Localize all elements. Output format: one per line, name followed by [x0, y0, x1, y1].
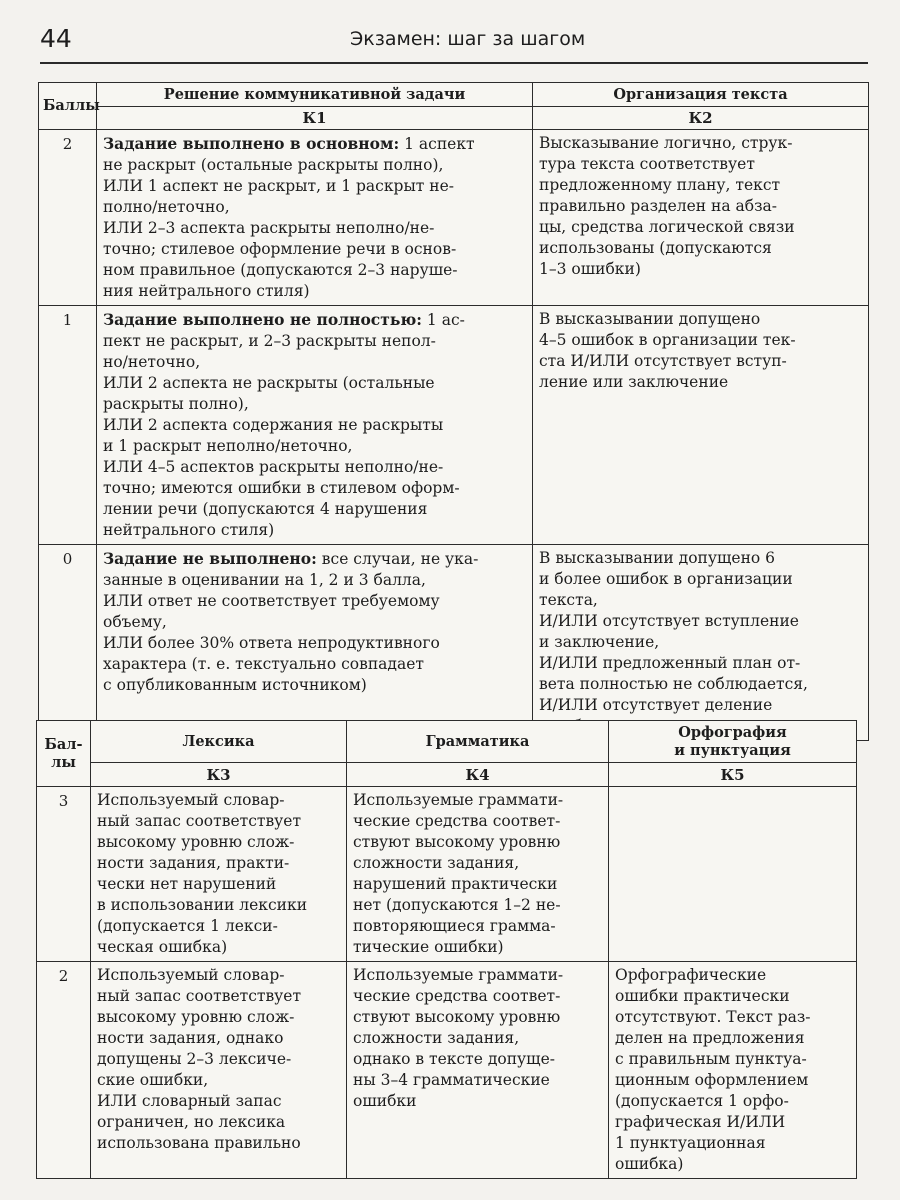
k3-code-header: К3 [91, 763, 347, 787]
text-line: (допускается 1 орфо- [615, 1092, 789, 1110]
lead-text: Задание не выполнено: [103, 549, 317, 568]
k4-title-header: Грамматика [347, 721, 609, 763]
text-line: 1 ас- [426, 311, 465, 329]
text-line: ческая ошибка) [97, 938, 228, 956]
score-cell: 3 [37, 787, 91, 962]
text-line: однако в тексте допуще- [353, 1050, 555, 1068]
text-line: 1 пунктуационная [615, 1134, 766, 1152]
text-line: пект не раскрыт, и 2–3 раскрыты непол- [103, 332, 436, 350]
score-cell: 2 [37, 962, 91, 1179]
k5-cell [609, 962, 857, 1179]
text-line: вета полностью не соблюдается, [539, 675, 808, 693]
text-line: тические ошибки) [353, 938, 504, 956]
text-line: тура текста соответствует [539, 155, 755, 173]
text-line: ствуют высокому уровню [353, 833, 561, 851]
k1-title-header: Решение коммуникативной задачи [97, 83, 533, 107]
text-line: И/ИЛИ отсутствует вступление [539, 612, 799, 630]
text-line: делен на предложения [615, 1029, 805, 1047]
text-line: Высказывание логично, струк- [539, 134, 793, 152]
text-line: Используемый словар- [97, 791, 285, 809]
k2-code-header: К2 [533, 107, 869, 130]
text-line: ошибка) [615, 1155, 684, 1173]
table-row [37, 787, 857, 962]
text-line: цы, средства логической связи [539, 218, 795, 236]
text-line: нарушений практически [353, 875, 558, 893]
score-cell: 1 [39, 306, 97, 545]
score-cell: 2 [39, 130, 97, 306]
text-line: ный запас соответствует [97, 987, 302, 1005]
criteria-table-k1-k2 [38, 82, 869, 741]
text-line: ности задания, однако [97, 1029, 284, 1047]
k5-cell-empty [609, 787, 857, 962]
text-line: Используемый словар- [97, 966, 285, 984]
text-line: ИЛИ 2 аспекта содержания не раскрыты [103, 416, 444, 434]
text-line: (допускается 1 лекси- [97, 917, 278, 935]
text-line: ста И/ИЛИ отсутствует вступ- [539, 352, 787, 370]
k2-cell [533, 545, 869, 741]
k1-cell [97, 130, 533, 306]
text-line: 1 аспект [404, 135, 475, 153]
k3-cell [91, 962, 347, 1179]
text-line: ном правильное (допускаются 2–3 наруше- [103, 261, 458, 279]
text-line: высокому уровню слож- [97, 833, 295, 851]
text-line: и 1 раскрыт неполно/неточно, [103, 437, 353, 455]
text-line: ошибки практически [615, 987, 790, 1005]
text-line: ление или заключение [539, 373, 729, 391]
lead-text: Задание выполнено не полностью: [103, 310, 422, 329]
text-line: не раскрыт (остальные раскрыты полно), [103, 156, 444, 174]
text-line: с опубликованным источником) [103, 676, 367, 694]
score-header: Баллы [39, 83, 97, 130]
text-line: полно/неточно, [103, 198, 230, 216]
text-line: и заключение, [539, 633, 660, 651]
k1-cell [97, 545, 533, 741]
text-line: нет (допускаются 1–2 не- [353, 896, 561, 914]
text-line: и более ошибок в организации [539, 570, 793, 588]
text-line: ности задания, практи- [97, 854, 290, 872]
text-line: ционным оформлением [615, 1071, 809, 1089]
text-line: ИЛИ словарный запас [97, 1092, 282, 1110]
text-line: но/неточно, [103, 353, 201, 371]
text-line: нейтрального стиля) [103, 521, 275, 539]
page-number: 44 [40, 24, 72, 53]
text-line: точно; стилевое оформление речи в основ- [103, 240, 457, 258]
text-line: ошибки [353, 1092, 417, 1110]
table-row [39, 306, 869, 545]
text-line [103, 548, 526, 570]
text-line: использована правильно [97, 1134, 301, 1152]
text-line: ния нейтрального стиля) [103, 282, 310, 300]
text-line: ИЛИ более 30% ответа непродуктивного [103, 634, 440, 652]
text-line: отсутствуют. Текст раз- [615, 1008, 811, 1026]
text-line: Орфографические [615, 966, 767, 984]
table-row [37, 962, 857, 1179]
text-line: В высказывании допущено 6 [539, 549, 776, 567]
k2-title-header: Организация текста [533, 83, 869, 107]
text-line: ИЛИ 2 аспекта не раскрыты (остальные [103, 374, 435, 392]
k3-cell [91, 787, 347, 962]
text-line: лении речи (допускаются 4 нарушения [103, 500, 428, 518]
text-line: правильно разделен на абза- [539, 197, 778, 215]
score-header: Бал- лы [37, 721, 91, 787]
text-line: в использовании лексики [97, 896, 308, 914]
text-line: 4–5 ошибок в организации тек- [539, 331, 796, 349]
text-line: повторяющиеся грамма- [353, 917, 556, 935]
k4-cell [347, 787, 609, 962]
k1-code-header: К1 [97, 107, 533, 130]
k5-code-header: К5 [609, 763, 857, 787]
text-line: Используемые граммати- [353, 966, 564, 984]
k3-title-header: Лексика [91, 721, 347, 763]
text-line: ческие средства соответ- [353, 812, 561, 830]
table-row [39, 545, 869, 741]
criteria-table-k3-k5 [36, 720, 857, 1179]
running-title: Экзамен: шаг за шагом [350, 28, 586, 50]
text-line: точно; имеются ошибки в стилевом оформ- [103, 479, 460, 497]
text-line: И/ИЛИ отсутствует деление [539, 696, 773, 714]
text-line [103, 309, 526, 331]
k1-cell [97, 306, 533, 545]
lead-text: Задание выполнено в основном: [103, 134, 400, 153]
text-line: И/ИЛИ предложенный план от- [539, 654, 801, 672]
text-line: ИЛИ 4–5 аспектов раскрыты неполно/не- [103, 458, 444, 476]
text-line: объему, [103, 613, 167, 631]
text-line: использованы (допускаются [539, 239, 772, 257]
text-line: чески нет нарушений [97, 875, 277, 893]
text-line: характера (т. е. текстуально совпадает [103, 655, 424, 673]
text-line [103, 133, 526, 155]
text-line: все случаи, не ука- [321, 550, 479, 568]
text-line: сложности задания, [353, 1029, 520, 1047]
text-line: В высказывании допущено [539, 310, 761, 328]
k4-cell [347, 962, 609, 1179]
text-line: графическая И/ИЛИ [615, 1113, 786, 1131]
k4-code-header: К4 [347, 763, 609, 787]
text-line: раскрыты полно), [103, 395, 249, 413]
k2-cell [533, 130, 869, 306]
text-line: 1–3 ошибки) [539, 260, 641, 278]
table-row [39, 130, 869, 306]
text-line: ствуют высокому уровню [353, 1008, 561, 1026]
text-line: с правильным пунктуа- [615, 1050, 807, 1068]
k2-cell [533, 306, 869, 545]
text-line: ИЛИ 2–3 аспекта раскрыты неполно/не- [103, 219, 435, 237]
text-line: ограничен, но лексика [97, 1113, 286, 1131]
text-line: ческие средства соответ- [353, 987, 561, 1005]
text-line: ские ошибки, [97, 1071, 209, 1089]
text-line: ИЛИ 1 аспект не раскрыт, и 1 раскрыт не- [103, 177, 455, 195]
text-line: ны 3–4 грамматические [353, 1071, 550, 1089]
text-line: допущены 2–3 лексиче- [97, 1050, 292, 1068]
text-line: высокому уровню слож- [97, 1008, 295, 1026]
k5-title-header: Орфография и пунктуация [609, 721, 857, 763]
score-cell: 0 [39, 545, 97, 741]
text-line: предложенному плану, текст [539, 176, 781, 194]
text-line: занные в оценивании на 1, 2 и 3 балла, [103, 571, 426, 589]
text-line: ный запас соответствует [97, 812, 302, 830]
text-line: ИЛИ ответ не соответствует требуемому [103, 592, 440, 610]
text-line: текста, [539, 591, 598, 609]
text-line: сложности задания, [353, 854, 520, 872]
text-line: Используемые граммати- [353, 791, 564, 809]
page-header [40, 22, 868, 64]
